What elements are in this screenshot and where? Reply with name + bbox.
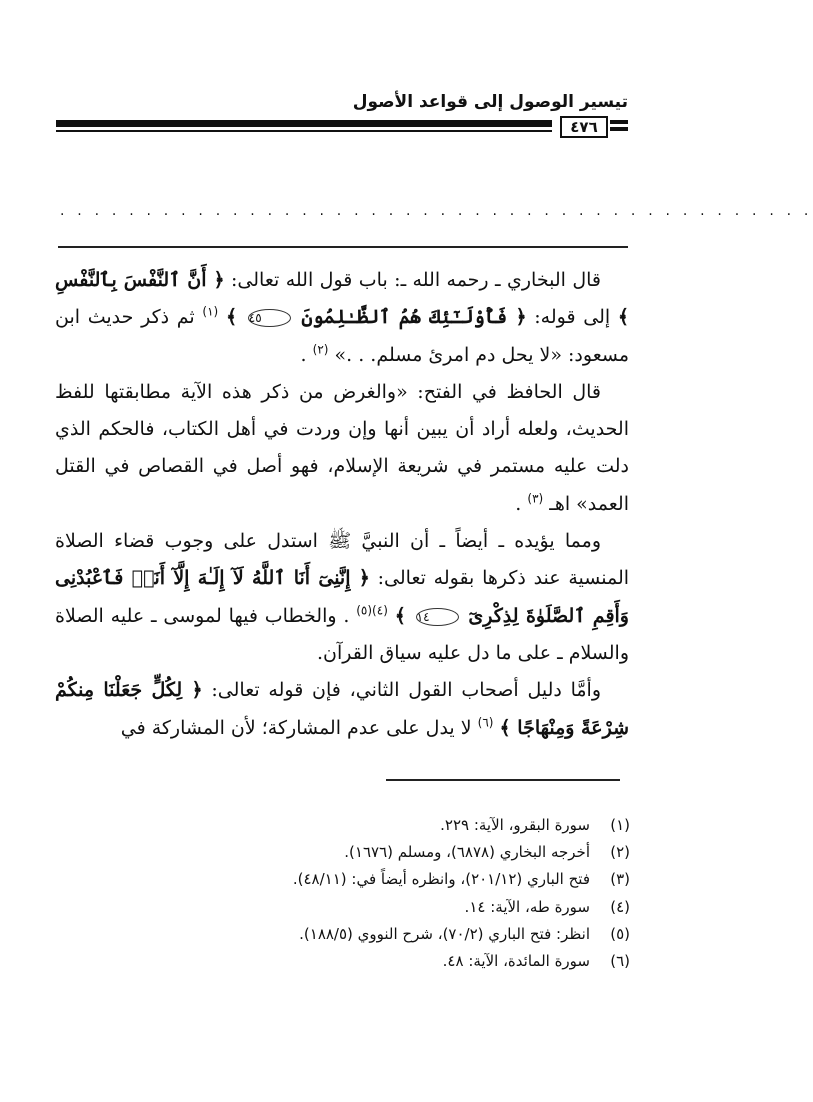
header-rule-thick xyxy=(56,120,552,127)
quran-verse: ﴿ فَأُوْلَـٰٓئِكَ هُمُ ٱلظَّـٰلِمُونَ xyxy=(301,306,527,329)
book-title: تيسير الوصول إلى قواعد الأصول xyxy=(352,92,628,112)
section-divider xyxy=(58,246,628,248)
page-number-ornament xyxy=(610,127,628,131)
quran-verse: ﴿ لِكُلٍّ جَعَلْنَا مِنكُمْ شِرْعَةً وَمِنْهَاجًا ﴾ xyxy=(55,679,629,739)
quran-verse: ﴿ أَنَّ ٱلنَّفْسَ بِٱلنَّفْسِ ﴾ xyxy=(55,269,629,329)
footnote-text: سورة طه، الآية: ١٤. xyxy=(464,897,590,916)
footnote xyxy=(180,921,630,948)
text: قال الحافظ في الفتح: «والغرض من ذكر هذه الآية مطابقتها للفظ الحديث، ولعله أراد أن يبين أنها وإن وردت في أهل الكتاب، فالحكم الذي دلت عليه مستمر في شريعة الإسلام، فهو أصل في القصاص في القتل العمد» اهـ xyxy=(55,380,629,515)
main-text xyxy=(55,262,629,747)
footnote-text: سورة البقرو، الآية: ٢٢٩. xyxy=(440,816,590,834)
text: وأمَّا دليل أصحاب القول الثاني، فإن قوله تعالى: xyxy=(202,679,602,702)
footnote-text: فتح الباري (٢٠١/١٢)، وانظره أيضاً في: (٤٨/١١). xyxy=(292,870,590,889)
page-header xyxy=(56,92,628,140)
dotted-separator: . . . . . . . . . . . . . . . . . . . . . . . . . . . . . . . . . . . . . . . . . . . . xyxy=(60,203,813,219)
footnote xyxy=(180,866,630,893)
footnote-divider xyxy=(386,779,620,781)
paragraph xyxy=(55,262,629,374)
footnote xyxy=(180,948,630,975)
paragraph xyxy=(55,672,629,747)
footnote-number: (٣) xyxy=(610,870,630,889)
paragraph xyxy=(55,523,629,672)
header-rule xyxy=(56,116,628,136)
page-number-ornament xyxy=(610,120,628,124)
text: لا يدل على عدم المشاركة؛ لأن المشاركة في xyxy=(120,716,472,739)
footnote-number: (١) xyxy=(610,816,630,834)
footnote-number: (٢) xyxy=(610,843,630,862)
footnote-ref[interactable]: (٢) xyxy=(312,342,329,357)
footnote-text: سورة المائدة، الآية: ٤٨. xyxy=(442,952,590,971)
quran-bracket: ﴾ xyxy=(225,306,238,329)
text: . xyxy=(515,492,522,515)
footnote-text: أخرجه البخاري (٦٨٧٨)، ومسلم (١٦٧٦). xyxy=(344,843,590,862)
footnote-number: (٦) xyxy=(610,952,630,971)
text: . xyxy=(300,343,307,366)
paragraph xyxy=(55,374,629,523)
header-rule-thin xyxy=(56,130,552,132)
footnote-ref[interactable]: (٦) xyxy=(477,715,494,730)
page-number: ٤٧٦ xyxy=(560,116,608,138)
text: إلى قوله: xyxy=(526,306,611,329)
footnote-ref[interactable]: (٣) xyxy=(527,491,544,506)
ayah-number-marker: ٤٥ xyxy=(248,309,291,327)
ayah-number-marker: ١٤ xyxy=(416,608,459,626)
footnotes xyxy=(180,812,630,975)
footnote-number: (٥) xyxy=(610,924,630,943)
text: . والخطاب فيها لموسى ـ عليه الصلاة والسلام ـ على ما دل عليه سياق القرآن. xyxy=(55,604,629,664)
footnote-text: انظر: فتح الباري (٧٠/٢)، شرح النووي (١٨٨/٥). xyxy=(299,924,590,943)
text: قال البخاري ـ رحمه الله ـ: باب قول الله تعالى: xyxy=(224,269,601,291)
text: ثم ذكر حديث ابن مسعود: «لا يحل دم امرئ مسلم. . .» xyxy=(55,306,629,366)
quran-verse: ﴿ إِنَّنِىٓ أَنَا ٱللَّهُ لَآ إِلَـٰهَ إِلَّآ أَنَا۠ فَٱعْبُدْنِى وَأَقِمِ ٱلصَّلَوٰةَ لِذِكْرِىٓ xyxy=(55,567,629,627)
footnote-ref[interactable]: (٤)(٥) xyxy=(356,603,388,618)
footnote xyxy=(180,839,630,866)
footnote-ref[interactable]: (١) xyxy=(202,304,219,319)
footnote xyxy=(180,894,630,921)
footnote xyxy=(180,812,630,839)
quran-bracket: ﴾ xyxy=(394,604,406,627)
text: ومما يؤيده ـ أيضاً ـ أن النبيَّ ﷺ استدل على وجوب قضاء الصلاة المنسية عند ذكرها بقوله تعالى: xyxy=(55,530,630,590)
footnote-number: (٤) xyxy=(610,897,630,916)
